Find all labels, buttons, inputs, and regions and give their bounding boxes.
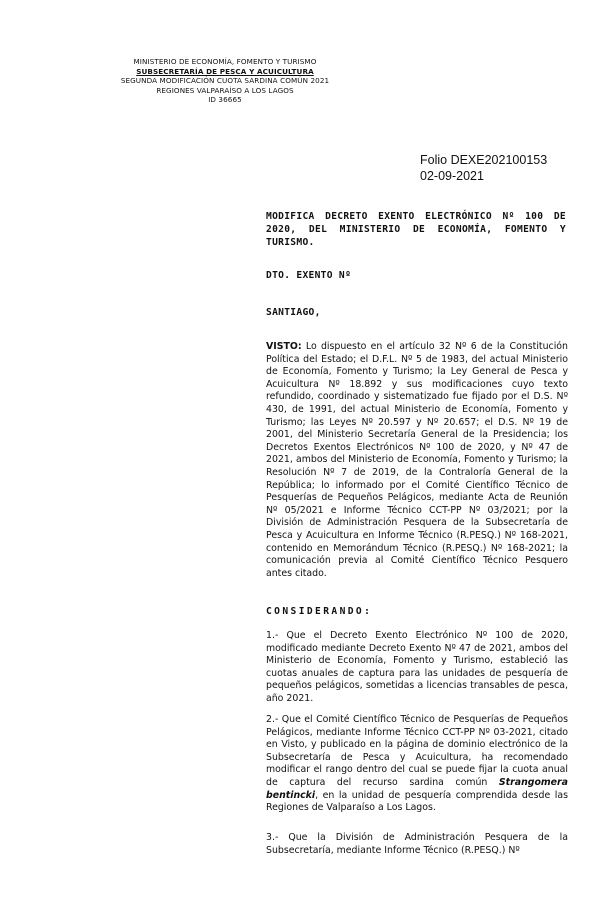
considerando-paragraph-2 <box>266 714 568 815</box>
folio-block <box>420 152 547 184</box>
visto-lead: VISTO: <box>266 341 302 352</box>
species-name: Strangomera bentincki <box>266 776 568 801</box>
considerando-paragraph-1: 1.- Que el Decreto Exento Electrónico Nº 100 de 2020, modificado mediante Decreto Exento Nº 47 de 2021, ambos del Ministerio de Economía, Fomento y Turismo, estableció las cuotas anuales de captura para las unidades de pesquería de pequeños pelágicos, sometidas a licencias transables de pesca, año 2021. <box>266 630 568 704</box>
header-regions: REGIONES VALPARAÍSO A LOS LAGOS <box>156 85 294 95</box>
p2-text-before: 2.- Que el Comité Científico Técnico de Pesquerías de Pequeños Pelágicos, mediante Informe Técnico CCT-PP Nº 03-2021, citado en Visto, y publicado en la página de dominio electrónico de la Subsecretaría de Pesca y Acuicultura, ha recomendado modificar el rango dentro del cual se puede fijar la cuota anual de captura del recurso sardina común <box>266 714 568 788</box>
place-label: SANTIAGO, <box>266 307 321 318</box>
header-subject: SEGUNDA MODIFICACIÓN CUOTA SARDINA COMÚN 2021 <box>120 76 330 86</box>
visto-text: Lo dispuesto en el artículo 32 Nº 6 de la Constitución Política del Estado; el D.F.L. Nº 5 de 1983, del actual Ministerio de Economía, Fomento y Turismo; la Ley General de Pesca y Acuicultura Nº 18.892 y sus modificaciones cuyo texto refundido, coordinado y sistematizado fue fijado por el D.S. Nº 430, de 1991, del actual Ministerio de Economía, Fomento y Turismo; las Leyes Nº 20.597 y Nº 20.657; el D.S. Nº 19 de 2001, del Ministerio Secretaría General de la Presidencia; los Decretos Exentos Electrónicos Nº 100 de 2020, y Nº 47 de 2021, ambos del Ministerio de Economía, Fomento y Turismo; la Resolución Nº 7 de 2019, de la Contraloría General de la República; lo informado por el Comité Científico Técnico de Pesquerías de Pequeños Pelágicos, mediante Acta de Reunión Nº 05/2021 e Informe Técnico CCT-PP Nº 03/2021; por la División de Administración Pesquera de la Subsecretaría de Pesca y Acuicultura en Informe Técnico (R.PESQ.) Nº 168-2021, contenido en Memorándum Técnico (R.PESQ.) Nº 168-2021; la comunicación previa al Comité Científico Técnico Pesquero antes citado. <box>266 341 568 579</box>
header-id: ID 36665 <box>208 95 242 105</box>
header-ministry: MINISTERIO DE ECONOMÍA, FOMENTO Y TURISMO <box>133 57 317 66</box>
header-subsecretaria: SUBSECRETARÍA DE PESCA Y ACUICULTURA <box>136 66 314 76</box>
folio-date: 02-09-2021 <box>420 169 484 183</box>
considerando-paragraph-3: 3.- Que la División de Administración Pesquera de la Subsecretaría, mediante Informe Técnico (R.PESQ.) Nº <box>266 832 568 856</box>
visto-paragraph <box>266 341 568 580</box>
ministry-header <box>100 57 350 105</box>
p2-text-after: , en la unidad de pesquería comprendida desde las Regiones de Valparaíso a Los Lagos. <box>266 789 568 814</box>
considerando-heading: CONSIDERANDO: <box>266 606 373 617</box>
decree-title: MODIFICA DECRETO EXENTO ELECTRÓNICO Nº 100 DE 2020, DEL MINISTERIO DE ECONOMÍA, FOMENTO Y TURISMO. <box>266 211 566 248</box>
decree-number-label: DTO. EXENTO Nº <box>266 270 352 281</box>
folio-number: Folio DEXE202100153 <box>420 153 548 167</box>
